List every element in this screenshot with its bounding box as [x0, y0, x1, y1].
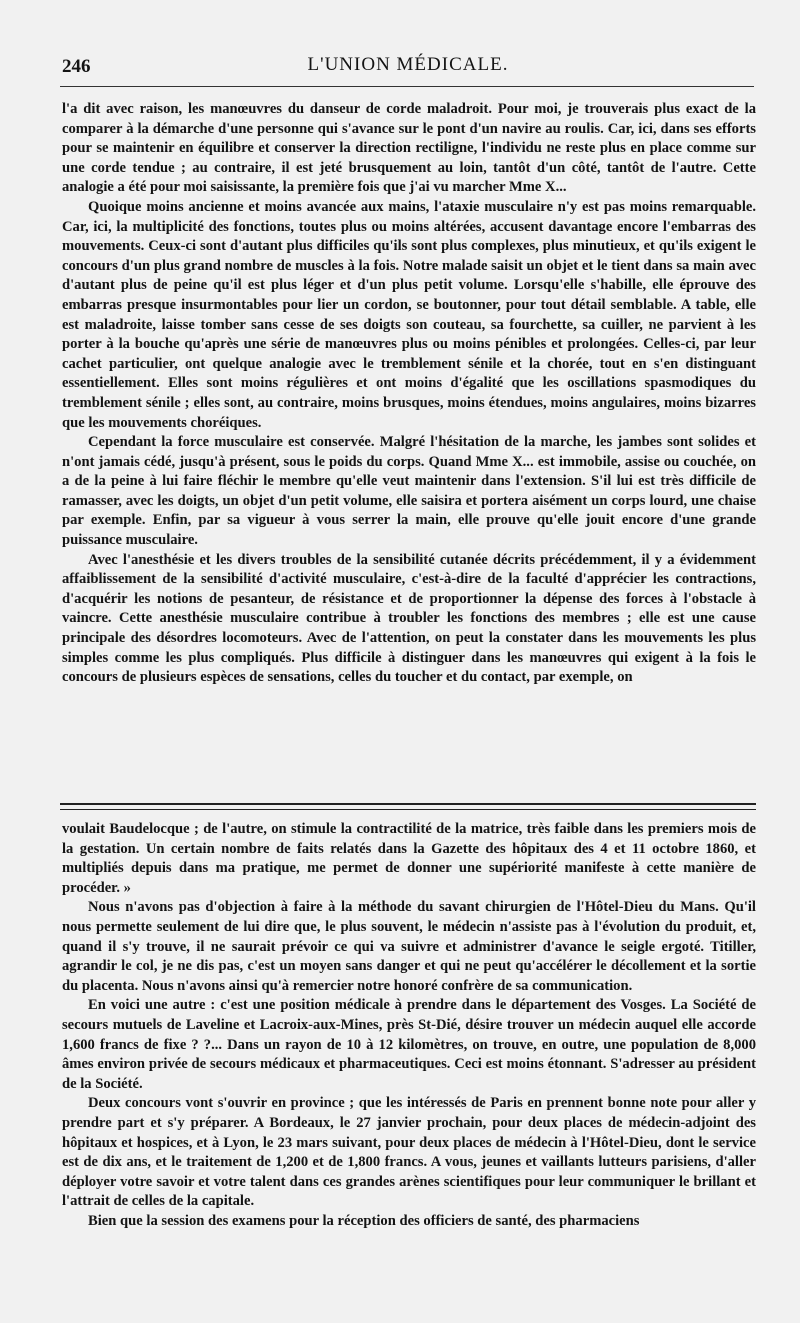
chronicle-paragraph: voulait Baudelocque ; de l'autre, on stimule la contractilité de la matrice, très faible dans les premiers mois de la gestation. Un certain nombre de faits relatés dans la Gazette des hôpitaux des 4 et 11 octobre 1860, et multipliés depuis dans ma pratique, me permet de donner une supériorité manifeste à cette manière de procéder. »: [62, 821, 756, 896]
chronicle-paragraph: Deux concours vont s'ouvrir en province ; que les intéressés de Paris en prennent bonne note pour aller y prendre part et s'y préparer. A Bordeaux, le 27 janvier prochain, pour deux places de médecin-adjoint des hôpitaux et hospices, et à Lyon, le 23 mars suivant, pour deux places de médecin à l'Hôtel-Dieu, dont le service est de dix ans, et le traitement de 1,200 et de 1,800 francs. A vous, jeunes et vaillants lutteurs parisiens, d'aller déployer votre savoir et votre talent dans ces grandes arènes scientifiques pour leur communiquer le brillant et l'attrait de celles de la capitale.: [62, 1095, 756, 1210]
article-column: [62, 100, 756, 688]
page-number: 246: [62, 56, 91, 77]
running-title: L'UNION MÉDICALE.: [307, 54, 509, 75]
article-paragraph: Avec l'anesthésie et les divers troubles de la sensibilité cutanée décrits précédemment, il y a évidemment affaiblissement de la sensibilité d'activité musculaire, c'est-à-dire de la faculté d'apprécier les contractions, d'acquérir les notions de pesanteur, de résistance et de proportionner la dépense des forces à l'obstacle à vaincre. Cette anesthésie musculaire contribue à troubler les fonctions des membres ; elle est une cause principale des désordres locomoteurs. Avec de l'attention, on peut la constater dans les mouvements les plus simples comme les plus compliqués. Plus difficile à distinguer dans les manœuvres qui exigent à la fois le concours de plusieurs espèces de sensations, celles du toucher et du contact, par exemple, on: [62, 551, 756, 686]
chronicle-column: [62, 820, 756, 1231]
article-paragraph: Cependant la force musculaire est conservée. Malgré l'hésitation de la marche, les jambes sont solides et n'ont jamais cédé, jusqu'à présent, sous le poids du corps. Quand Mme X... est immobile, assise ou couchée, on a de la peine à lui faire fléchir le membre qu'elle veut maintenir dans l'extension. S'il lui est très difficile de ramasser, avec les doigts, un objet d'un petit volume, elle saisira et portera aisément un corps lourd, une chaise par exemple. Enfin, par sa vigueur à vous serrer la main, elle prouve qu'elle jouit encore d'une grande puissance musculaire.: [62, 434, 756, 549]
chronicle-paragraph: En voici une autre : c'est une position médicale à prendre dans le département des Vosges. La Société de secours mutuels de Laveline et Lacroix-aux-Mines, près St-Dié, désire trouver un médecin auquel elle accorde 1,600 francs de fixe ? ?... Dans un rayon de 10 à 12 kilomètres, on trouve, en outre, une population de 8,000 âmes environ privée de secours médicaux et pharmaceutiques. Ceci est moins étonnant. S'adresser au président de la Société.: [62, 997, 756, 1092]
chronicle-paragraph: Bien que la session des examens pour la réception des officiers de santé, des pharmaciens: [88, 1212, 640, 1229]
section-divider: [60, 803, 756, 810]
article-paragraph: l'a dit avec raison, les manœuvres du danseur de corde maladroit. Pour moi, je trouverais plus exact de la comparer à la démarche d'une personne qui s'avance sur le pont d'un navire au roulis. Car, ici, dans ses efforts pour se maintenir en équilibre et conserver la direction rectiligne, l'individu ne reste plus en place comme sur une corde tendue ; au contraire, il est jeté brusquement au loin, tantôt d'un côté, tantôt de l'autre. Cette analogie a été pour moi saisissante, la première fois que j'ai vu marcher Mme X...: [62, 101, 756, 196]
page-header: [62, 52, 754, 82]
article-paragraph: Quoique moins ancienne et moins avancée aux mains, l'ataxie musculaire n'y est pas moins remarquable. Car, ici, la multiplicité des fonctions, toutes plus ou moins altérées, accusent davantage encore l'embarras des mouvements. Ceux-ci sont d'autant plus difficiles qu'ils sont plus complexes, plus minutieux, et qu'ils exigent le concours d'un plus grand nombre de muscles à la fois. Notre malade saisit un objet et le tient dans sa main avec d'autant plus de peine qu'il est plus léger et d'un plus petit volume. Lorsqu'elle s'habille, elle éprouve des embarras presque insurmontables pour lier un cordon, se boutonner, pour tout détail semblable. A table, elle est maladroite, laisse tomber sans cesse de ses doigts son couteau, sa fourchette, sa cuiller, ne parvient à les porter à la bouche qu'après une série de manœuvres plus ou moins pénibles et prolongées. Celles-ci, par leur cachet particulier, ont quelque analogie avec le tremblement sénile et la chorée, tout en s'en distinguant essentiellement. Elles sont moins régulières et ont moins d'égalité que les oscillations spasmodiques du tremblement sénile ; elles sont, au contraire, moins brusques, moins étendues, moins angulaires, moins bizarres que les mouvements choréiques.: [62, 198, 756, 431]
chronicle-paragraph: Nous n'avons pas d'objection à faire à la méthode du savant chirurgien de l'Hôtel-Dieu du Mans. Qu'il nous permette seulement de lui dire que, le plus souvent, le médecin n'assiste pas à l'évolution du produit, et, quand il s'y trouve, il ne saurait prévoir ce qui va suivre et administrer d'avance le seigle ergoté. Titiller, agrandir le col, je ne dis pas, c'est un moyen sans danger et qui ne peut qu'accélérer le décollement et la sortie du placenta. Nous n'avons ainsi qu'à remercier notre honoré confrère de sa communication.: [62, 899, 756, 994]
header-rule: [60, 86, 754, 87]
